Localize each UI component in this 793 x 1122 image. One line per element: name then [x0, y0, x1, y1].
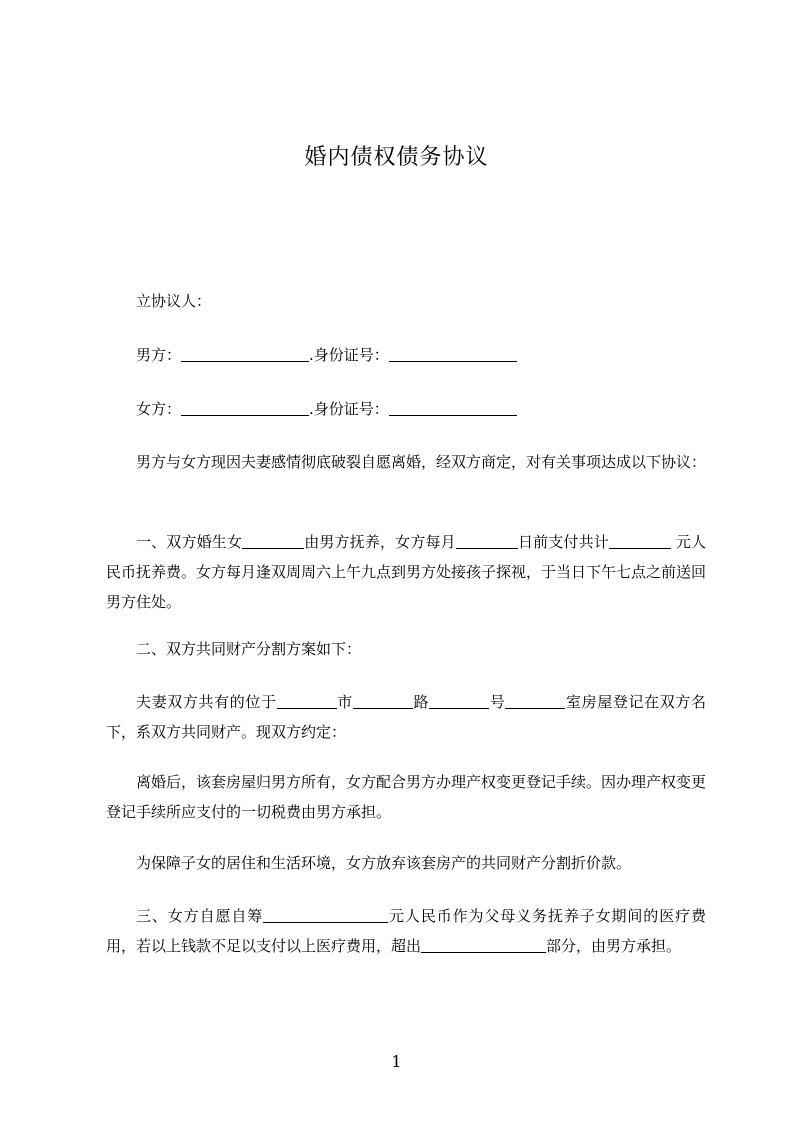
intro-paragraph: 男方与女方现因夫妻感情彻底破裂自愿离婚，经双方商定，对有关事项达成以下协议：	[136, 453, 707, 471]
payment-day-blank	[456, 531, 518, 549]
property-part1: 夫妻双方共有的位于	[136, 693, 277, 711]
clause-one-part4: 元人民币抚养费。女方每月逢双周周六上午九点到男方处接孩子探视，于当日下午七点之前送回男方住处。	[106, 533, 707, 611]
property-part2: 市	[336, 693, 353, 711]
male-label: 男方：	[136, 346, 182, 364]
excess-amount-blank	[421, 935, 546, 953]
clause-two-heading: 二、双方共同财产分割方案如下：	[136, 640, 362, 658]
document-title: 婚内债权债务协议	[304, 145, 489, 170]
property-paragraph	[106, 687, 706, 747]
female-name-blank	[181, 398, 309, 416]
clause-three-part1: 三、女方自愿自筹	[136, 907, 264, 925]
divorce-paragraph: 离婚后，该套房屋归男方所有，女方配合男方办理产权变更登记手续。因办理产权变更登记手续所应支付的一切税费由男方承担。	[106, 773, 707, 821]
room-blank	[505, 691, 565, 709]
property-part4: 号	[489, 693, 506, 711]
male-id-blank	[389, 344, 517, 362]
female-label: 女方：	[136, 400, 182, 418]
female-sep: .	[309, 400, 314, 418]
clause-one-part2: 由男方抚养，女方每月	[304, 533, 456, 551]
property-part3: 路	[412, 693, 430, 711]
children-paragraph: 为保障子女的居住和生活环境，女方放弃该套房产的共同财产分割折价款。	[136, 854, 632, 872]
female-party-line	[106, 394, 706, 424]
daughter-name-blank	[242, 531, 304, 549]
female-id-label: 身份证号：	[313, 400, 389, 418]
clause-three-part3: 部分，由男方承担。	[546, 937, 682, 955]
clause-one-paragraph	[106, 527, 706, 617]
parties-heading-text: 立协议人：	[136, 292, 212, 310]
female-id-blank	[389, 398, 517, 416]
male-id-label: 身份证号：	[313, 346, 389, 364]
clause-three-paragraph	[106, 901, 706, 961]
city-blank	[277, 691, 337, 709]
male-sep: .	[309, 346, 314, 364]
self-raised-amount-blank	[263, 905, 388, 923]
parties-heading	[106, 286, 706, 316]
page-number: 1	[391, 1052, 402, 1071]
road-blank	[353, 691, 413, 709]
male-name-blank	[181, 344, 309, 362]
clause-three-part2: 元人民币作为父母义务抚养子女期间的医疗费用，若以上钱款不足以支付以上医疗费用，超出	[106, 907, 706, 955]
number-blank	[429, 691, 489, 709]
clause-one-part1: 一、双方婚生女	[136, 533, 243, 551]
male-party-line	[106, 340, 706, 370]
support-amount-blank	[609, 531, 671, 549]
clause-one-part3: 日前支付共计	[517, 533, 609, 551]
property-part5: 室房屋登记在双方名下，系双方共同财产。现双方约定：	[106, 693, 706, 741]
